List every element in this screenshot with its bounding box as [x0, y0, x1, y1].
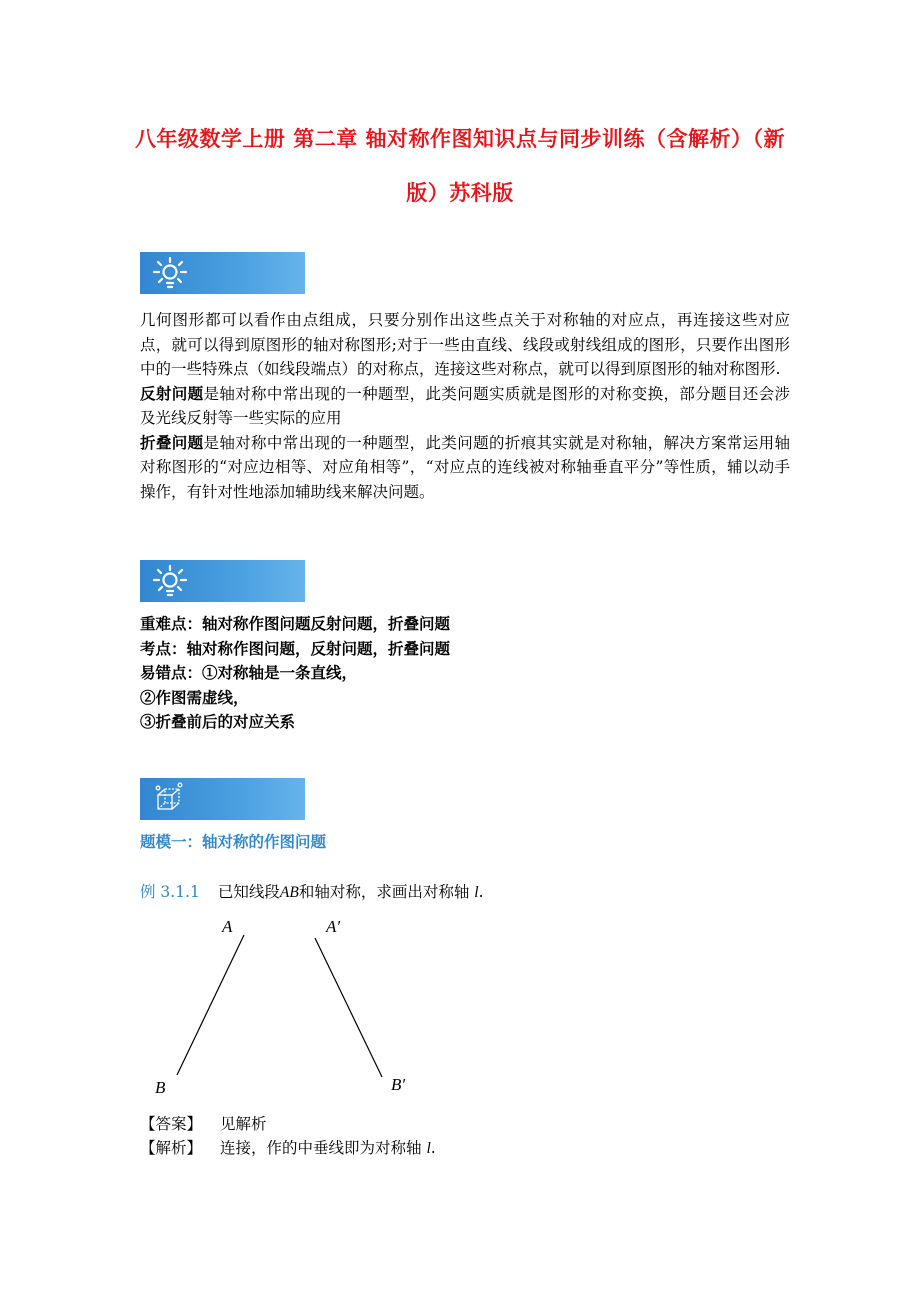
segment-a-prime-b-prime	[315, 938, 382, 1077]
knowledge-section	[140, 308, 790, 504]
label-b: B	[155, 1078, 166, 1097]
title-line-1: 八年级数学上册 第二章 轴对称作图知识点与同步训练（含解析）（新	[134, 127, 786, 151]
analysis-line	[140, 1136, 436, 1161]
example-text-end: .	[478, 883, 484, 901]
answer-text: 见解析	[220, 1115, 267, 1133]
document-title	[120, 112, 800, 220]
fold-paragraph	[140, 431, 790, 505]
section-banner-knowledge	[140, 252, 305, 294]
segment-figure	[140, 905, 440, 1100]
segment-name: AB	[279, 884, 299, 901]
example-label: 例 3.1.1	[140, 883, 200, 901]
label-a-prime: A′	[326, 917, 341, 936]
answer-line	[140, 1112, 436, 1136]
segment-ab	[177, 935, 244, 1075]
label-a: A	[222, 917, 233, 936]
module-title: 题模一：轴对称的作图问题	[140, 833, 327, 851]
cube-icon	[150, 781, 190, 817]
knowledge-paragraph: 几何图形都可以看作由点组成，只要分别作出这些点关于对称轴的对应点，再连接这些对应点，就可以得到原图形的轴对称图形;对于一些由直线、线段或射线组成的图形，只要作出图形中的一些特殊点（如线段端点）的对称点，连接这些对称点，就可以得到原图形的轴对称图形.	[140, 311, 790, 378]
fold-term: 折叠问题	[140, 432, 204, 452]
analysis-axis: l	[426, 1140, 431, 1157]
example-text-before: 已知线段	[217, 883, 280, 901]
answer-tag: 【答案】	[140, 1115, 203, 1133]
mistake-line-3: ③折叠前后的对应关系	[140, 712, 296, 731]
section-banner-modules	[140, 778, 305, 820]
answer-section	[140, 1112, 436, 1161]
example-text-middle: 和轴对称，求画出对称轴	[298, 883, 470, 901]
mistake-line-2: ②作图需虚线，	[140, 687, 249, 707]
label-b-prime: B′	[391, 1075, 406, 1094]
axis-name: l	[474, 884, 479, 901]
analysis-tag: 【解析】	[140, 1139, 203, 1157]
example-question	[140, 880, 484, 902]
difficulty-line: 重难点：轴对称作图问题反射问题，折叠问题	[140, 614, 451, 633]
mistake-line-1: 易错点：①对称轴是一条直线，	[140, 663, 358, 682]
reflection-text: 是轴对称中常出现的一种题型，此类问题实质就是图形的对称变换，部分题目还会涉及光线反射等一些实际的应用	[140, 384, 790, 427]
lightbulb-icon	[150, 563, 190, 599]
title-line-2: 版）苏科版	[406, 181, 514, 205]
reflection-term: 反射问题	[140, 383, 204, 403]
section-banner-keypoints	[140, 560, 305, 602]
exam-line: 考点：轴对称作图问题，反射问题，折叠问题	[140, 638, 451, 658]
analysis-end: .	[430, 1139, 436, 1157]
analysis-text: 连接，作的中垂线即为对称轴	[220, 1139, 422, 1157]
key-points-section	[140, 612, 790, 735]
lightbulb-icon	[150, 255, 190, 291]
fold-text: 是轴对称中常出现的一种题型，此类问题的折痕其实就是对称轴，解决方案常运用轴对称图形的“对应边相等、对应角相等”，“对应点的连线被对称轴垂直平分”等性质，辅以动手操作，有针对性地添加辅助线来解决问题。	[140, 433, 790, 501]
reflection-paragraph	[140, 382, 790, 431]
